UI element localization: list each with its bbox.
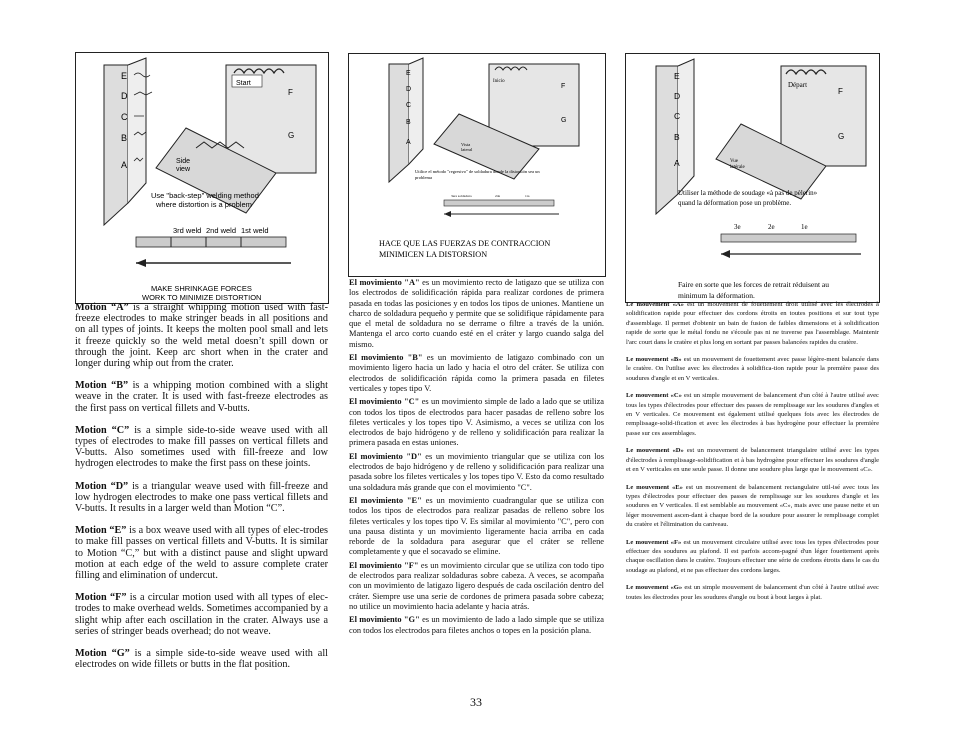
spanish-paragraph (349, 615, 604, 636)
english-paragraph (75, 302, 328, 369)
shrinkage-caption-1: MAKE SHRINKAGE FORCES (151, 284, 252, 293)
label-a: A (121, 160, 128, 170)
label-b-es: B (406, 119, 411, 126)
backstep-caption-fr-2: quand la déformation pose un problème. (678, 199, 792, 207)
backstep-caption-fr-1: Utiliser la méthode de soudage «à pas de pèlerin» (678, 189, 818, 197)
label-g-es: G (561, 117, 567, 124)
backstep-caption-es-2: problema (415, 175, 432, 180)
side-view-label-fr-2: latérale (730, 165, 745, 170)
label-f-es: F (561, 83, 566, 90)
motion-text: is a triangular weave used with fill-freeze and low hydrogen electrodes to make one pass vertical fillets and V-butts. It results in a larger weld than Motion “C”. (75, 480, 328, 515)
motion-title: Motion “E” (75, 525, 127, 537)
motion-text: is a simple side-to-side weave used with all electrodes on wide fillets or butts in the flat position. (75, 648, 328, 671)
english-paragraph (75, 481, 328, 515)
weld-2-label-fr: 2e (768, 223, 775, 231)
motion-title: Le mouvement «D» (626, 447, 684, 455)
shrinkage-caption-fr-2: minimum la déformation. (678, 291, 755, 300)
weld-1-label: 1st weld (241, 226, 269, 235)
welding-diagram-fr (626, 54, 879, 302)
page-number: 33 (470, 695, 482, 709)
label-f-fr: F (838, 87, 843, 96)
motion-text: est un mouvement de fouettement avec passe légère-ment balancée dans le cratère. On l'utilise avec les électrodes à solidifica-tion rapide pour la première passe des soudures d'angle et en V verticales. (626, 356, 879, 382)
label-b-fr: B (674, 132, 680, 142)
motion-text: est un mouvement de balancement triangulaire utilisé avec les types d'électrodes à remplissage-solidification et à bas hydrogène pour effectuer les soudures d'angle et en V verticales en une seule passe. Il donne une soudure plus large que le mouvement «C». (626, 447, 879, 474)
start-label-fr: Départ (788, 81, 808, 89)
start-label-es: Inicio (493, 79, 505, 84)
motion-title: Motion “G” (75, 648, 130, 660)
english-paragraph (75, 648, 328, 670)
motion-title: Le mouvement «B» (626, 356, 682, 364)
motion-title: El movimiento "G" (349, 615, 420, 625)
motion-text: is a circular motion used with all types of elec-trodes to make overhead welds. Sometimes accompanied by a slight whip after each oscillation in the crater. Always use a series of stringer beads overhead; do not weave. (75, 592, 328, 637)
motion-title: Motion “A” (75, 302, 129, 313)
weld-1-label-es: 1ra (525, 194, 530, 198)
label-d-fr: D (674, 91, 681, 101)
weld-2-label-es: 2da (495, 194, 501, 198)
motion-title: Le mouvement «E» (626, 483, 683, 491)
motion-title: Le mouvement «F» (626, 538, 682, 546)
label-e: E (121, 71, 128, 81)
backstep-caption-2: where distortion is a problem (156, 200, 252, 209)
spanish-paragraph (349, 278, 604, 350)
french-paragraph (626, 446, 879, 474)
french-paragraph (626, 355, 879, 383)
french-paragraph (626, 391, 879, 438)
motion-text: is a box weave used with all types of elec-trodes to make fill passes on vertical fillets and V-butts. It is similar to Motion “C,” but with a distinct pause and slight upward motion at each edge of the weld to assure complete crater filling and elimination of undercut. (75, 525, 328, 582)
english-column (75, 302, 328, 681)
motion-text: es un movimiento simple de lado a lado que se utiliza con todos los tipos de electrodos para hacer pasadas de relleno sobre los filetes verticales y los topes tipo V. Asimismo, a veces se utiliza con los electrodos de bajo hidrógeno y de relleno y solidificación para realizar la primera pasada en estas uniones. (349, 397, 605, 448)
shrinkage-caption-2: WORK TO MINIMIZE DISTORTION (142, 293, 262, 302)
label-c: C (121, 112, 128, 122)
label-a-es: A (406, 139, 411, 146)
weld-1-label-fr: 1e (801, 223, 808, 231)
shrinkage-caption-es-1: HACE QUE LAS FUERZAS DE CONTRACCION (379, 239, 551, 248)
motion-title: El movimiento "F" (349, 560, 419, 570)
weld-3-label-fr: 3e (734, 223, 741, 231)
motion-title: Motion “D” (75, 480, 129, 492)
motion-title: Motion “B” (75, 380, 129, 392)
motion-title: El movimiento "C" (349, 397, 420, 407)
motion-text: es un movimiento circular que se utiliza con todo tipo de electrodos para realizar soldaduras sobre cabeza. A veces, se acompaña con un movimiento de latigazo ligero después de cada oscilación dentro del cráter. Siempre use una serie de cordones de primera pasada sobre cabeza; no utilice un movimiento hacia adelante y hacia atrás. (349, 560, 604, 611)
label-b: B (121, 133, 128, 143)
weld-3-label: 3rd weld (173, 226, 202, 235)
english-paragraph (75, 425, 328, 470)
label-c-fr: C (674, 111, 681, 121)
label-d: D (121, 91, 128, 101)
label-g: G (288, 131, 295, 140)
french-paragraph (626, 538, 879, 576)
figure-french (625, 53, 880, 303)
motion-text: est un simple mouvement de balancement d'un côté à l'autre utilisé avec toutes les électrodes pour les soudures d'angle ou bout à bout larges à plat. (626, 584, 879, 601)
motion-title: Motion “F” (75, 592, 127, 604)
motion-title: El movimiento "A" (349, 278, 420, 287)
english-paragraph (75, 525, 328, 581)
motion-text: est un simple mouvement de balancement d'un côté à l'autre utilisé avec tous les types d'électrodes pour effectuer des passes de remplissage sur les soudures d'angles et en V verticales. Ce mouvement est également utilisé quelques fois avec les électrodes de remplissage-solid-ification et avec les électrodes à bas hydrogène pour effectuer la première passe sur ces assemblages. (626, 392, 879, 437)
label-a-fr: A (674, 158, 680, 168)
label-e-fr: E (674, 71, 680, 81)
motion-text: est un mouvement de fouettement droit utilisé avec les électrodes à solidification rapide pour effectuer des cordons étroits en toutes positions et sur tout type d'assemblage. Il permet d'obtenir un bain de fusion de faibles dimensions et à solidification rapide de sorte que le métal fondu ne s'écoule pas ni ne traverse pas l'assemblage. Maintenir l'arc court dans le cratère et plus long en sortant par passes balancées rapides du cratère. (626, 301, 879, 346)
label-e-es: E (406, 70, 411, 77)
motion-title: Le mouvement «G» (626, 584, 683, 592)
start-label: Start (236, 80, 251, 87)
motion-text: es un movimiento recto de latigazo que se utiliza con los electrodos de solidificación rápida para realizar cordones de primera pasada en todas las posiciones y en todos los tipos de uniones. Mantiene un charco de soldadura pequeño y permite que se solidifique rápidamente para que el metal de soldadura no se derrame o filtre a través de la unión. Mantenga el arco corto cuando esté en el cráter y largo cuando salga del mismo. (349, 278, 604, 349)
english-paragraph (75, 380, 328, 414)
side-view-label-es-2: lateral (461, 147, 473, 152)
motion-text: es un movimiento cuadrangular que se utiliza con todos los tipos de electrodos para realizar pasadas de relleno sobre los filetes verticales y los topes tipo V. Es similar al movimiento "C", pero con una pausa distinta y un movimiento ligeramente hacia arriba en cada reborde de la soldadura para asegurar que el cráter se rellene completamente y que el socavado se elimine. (349, 495, 604, 557)
label-d-es: D (406, 86, 412, 93)
weld-2-label: 2nd weld (206, 226, 237, 235)
motion-text: es un movimiento de lado a lado simple que se utiliza con todos los electrodos para filetes anchos o topes en la posición plana. (349, 615, 605, 635)
motion-title: El movimiento "E" (349, 495, 422, 505)
motion-text: is a whipping motion combined with a slight weave in the crater. It is used with fast-freeze electrodes as the first pass on vertical fillets and V-butts. (75, 380, 328, 414)
motion-title: El movimiento "D" (349, 451, 422, 461)
side-view-label-fr-1: Vue (730, 159, 739, 164)
french-paragraph (626, 300, 879, 347)
french-column (626, 300, 879, 610)
spanish-paragraph (349, 353, 604, 394)
motion-text: est un mouvement circulaire utilisé avec tous les types d'électrodes pour effectuer des soudures au plafond. Il est parfois accom-pagné d'un léger fouettement après chaque oscillation dans le cratère. Toujours effectuer une série de cordons étroits dans le cas du soudage au plafond, et ne pas effectuer des cordons larges. (626, 538, 879, 574)
spanish-paragraph (349, 452, 604, 493)
french-paragraph (626, 583, 879, 602)
figure-spanish (348, 53, 606, 277)
spanish-paragraph (349, 561, 604, 612)
motion-title: Motion “C” (75, 424, 130, 436)
motion-text: es un movimiento de latigazo combinado con un movimiento ligero hacia un lado y hacia el otro del cráter. Se utiliza con electrodos de solidificación rápida como la primera pasada en filetes verticales y topes tipo V. (349, 353, 605, 393)
spanish-column (349, 278, 604, 639)
spanish-paragraph (349, 496, 604, 558)
spanish-paragraph (349, 397, 604, 448)
motion-title: El movimiento "B" (349, 353, 423, 363)
motion-text: es un movimiento triangular que se utiliza con los electrodos de bajo hidrógeno y de relleno y solidificación para realizar una pasada sobre los filetes verticales y los topes tipo V. Esto da como resultado una soldadura más grande que con el movimiento "C". (349, 451, 605, 492)
label-c-es: C (406, 102, 412, 109)
weld-3-label-es: 3era soldadura (451, 194, 472, 198)
shrinkage-caption-fr-1: Faire en sorte que les forces de retrait réduisent au (678, 280, 829, 289)
shrinkage-caption-es-2: MINIMICEN LA DISTORSION (379, 250, 488, 259)
motion-title: Le mouvement «C» (626, 392, 682, 400)
side-view-label-2: view (176, 166, 191, 173)
motion-title: Le mouvement «A» (626, 301, 684, 308)
french-paragraph (626, 483, 879, 530)
backstep-caption-1: Use "back-step" welding method (151, 191, 259, 200)
welding-diagram-en (76, 53, 328, 303)
side-view-label-es-1: Vista (461, 142, 471, 147)
english-paragraph (75, 592, 328, 637)
side-view-label-1: Side (176, 158, 191, 165)
motion-text: is a straight whipping motion used with fast-freeze electrodes to make stringer beads in all positions and on all types of joints. It keeps the molten pool small and lets it freeze quickly so the weld metal doesn’t spill down or through the joint. Keep arc short when in the crater and longer during whip out from the crater. (75, 302, 328, 370)
label-f: F (288, 88, 293, 97)
label-g-fr: G (838, 132, 845, 141)
backstep-caption-es-1: Utilice el método "regresivo" de soldadura donde la distorsión sea un (415, 169, 540, 174)
motion-text: is a simple side-to-side weave used with all types of electrodes to make fill passes on vertical fillets and V-butts. Also sometimes used with fill-freeze and low hydrogen electrodes to make the first pass on these joints. (75, 424, 328, 470)
motion-text: est un mouvement de balancement rectangulaire util-isé avec tous les types d'électrodes pour effectuer des passes de remplissage sur les soudures d'angle et les soudures en V verticales. Il est semblable au mouvement «C», mais avec une pause nette et un léger mouvement ascen-dant à chaque bord de la soudure pour assurer le remplissage complet du cratère et l'élimination du caniveau. (626, 483, 879, 529)
figure-english (75, 52, 329, 304)
welding-diagram-es (349, 54, 605, 276)
